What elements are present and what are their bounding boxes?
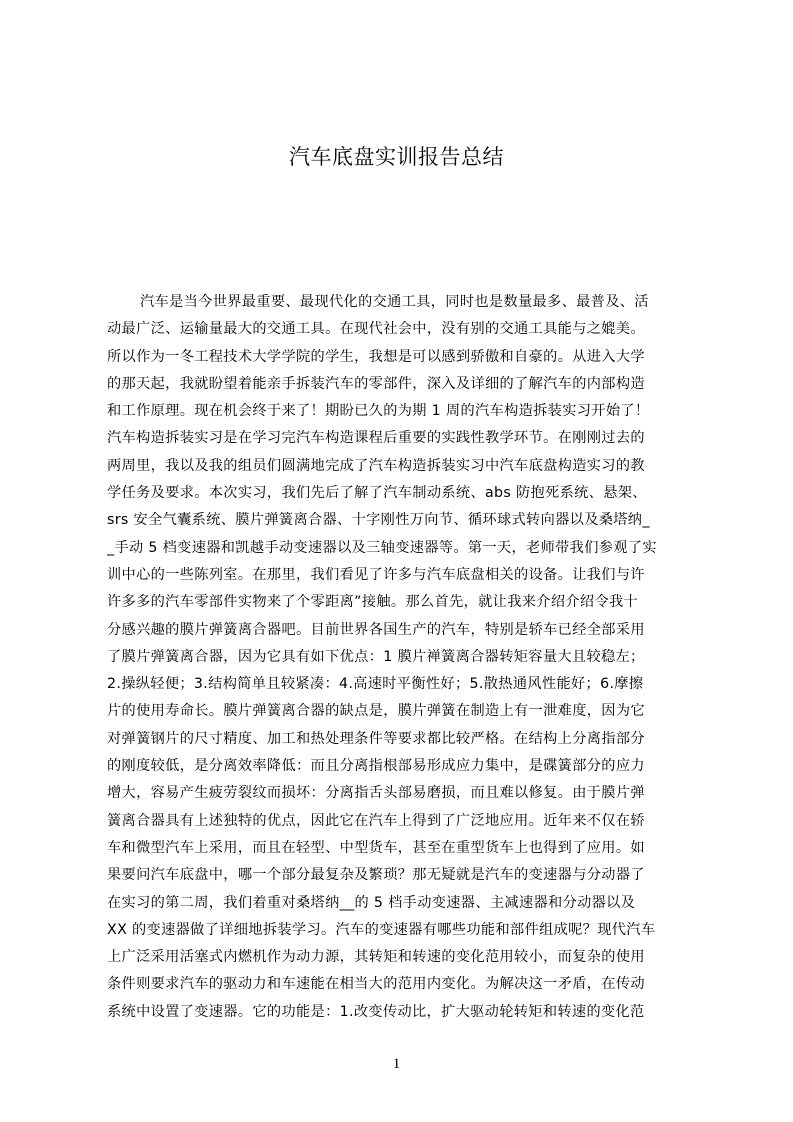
paragraph-line: 果要问汽车底盘中，哪一个部分最复杂及繁琐？那无疑就是汽车的变速器与分动器了 [107,867,645,884]
paragraph-line: 所以作为一冬工程技术大学学院的学生，我想是可以感到骄傲和自豪的。从进入大学 [107,348,645,365]
paragraph-line: 在实习的第二周，我们着重对桑塔纳__的 5 档手动变速器、主减速器和分动器以及 [107,894,636,911]
paragraph-line: 系统中设置了变速器。它的功能是：1.改变传动比，扩大驱动轮转矩和转速的变化范 [107,1003,645,1020]
paragraph-line: 两周里，我以及我的组员们圆满地完成了汽车构造拆装实习中汽车底盘构造实习的教 [107,457,645,474]
body-paragraph [107,289,699,1026]
paragraph-line: 对弹簧钢片的尺寸精度、加工和热处理条件等要求都比较严格。在结构上分离指部分 [107,730,645,747]
paragraph-line: 汽车是当今世界最重要、最现代化的交通工具，同时也是数量最多、最普及、活 [140,294,649,310]
paragraph-line: 车和微型汽车上采用，而且在轻型、中型货车，甚至在重型货车上也得到了应用。如 [107,839,645,856]
paragraph-line: 分感兴趣的膜片弹簧离合器吧。目前世界各国生产的汽车，特别是轿车已经全部采用 [107,621,645,638]
paragraph-line: XX 的变速器做了详细地拆装学习。汽车的变速器有哪些功能和部件组成呢？现代汽车 [107,921,656,938]
paragraph-line: 了膜片弹簧离合器，因为它具有如下优点：1 膜片禅簧离合器转矩容量大且较稳左； [107,648,645,665]
paragraph-line: 的那天起，我就盼望着能亲手拆装汽车的零部件，深入及详细的了解汽车的内部构造 [107,375,645,392]
paragraph-line: 动最广泛、运输量最大的交通工具。在现代社会中，没有别的交通工具能与之媲美。 [107,321,645,338]
paragraph-line: 条件则要求汽车的驱动力和车速能在相当大的范用内变化。为解决这一矛盾，在传动 [107,976,645,993]
page-number: 1 [392,1056,401,1072]
paragraph-line: 许多多的汽车零部件实物来了个零距离”接触。那么首先，就让我来介绍介绍令我十 [107,594,639,611]
paragraph-line: 2.操纵轻便；3.结构简单且较紧凑：4.高速时平衡性好；5.散热通风性能好；6.摩擦 [107,676,644,693]
paragraph-line: 和工作原理。现在机会终于来了！期盼已久的为期 1 周的汽车构造拆装实习开始了！ [107,403,650,420]
paragraph-line: 汽车构造拆装实习是在学习完汽车构造课程后重要的实践性教学环节。在刚刚过去的 [107,430,645,447]
document-title: 汽车底盘实训报告总结 [289,145,504,169]
paragraph-line: 增大，容易产生疲劳裂纹而损坏：分离指舌头部易磨损，而且难以修复。由于膜片弹 [107,785,645,802]
paragraph-line: srs 安全气囊系统、膜片弹簧离合器、十字刚性万向节、循环球式转向器以及桑塔纳_ [107,512,650,529]
paragraph-line: 训中心的一些陈列室。在那里，我们看见了许多与汽车底盘相关的设备。让我们与许 [107,566,645,583]
paragraph-line: _手动 5 档变速器和凯越手动变速器以及三轴变速器等。第一天，老师带我们参观了实 [107,539,657,556]
paragraph-line: 片的使用寿命长。膜片弹簧离合器的缺点是，膜片弹簧在制造上有一泄难度，因为它 [107,703,645,720]
paragraph-line: 上广泛采用活塞式内燃机作为动力源，其转矩和转速的变化范用较小，而复杂的使用 [107,949,645,966]
paragraph-line: 的刚度较低，是分离效率降低：而且分离指根部易形成应力集中，是碟簧部分的应力 [107,758,645,775]
paragraph-line: 学任务及要求。本次实习，我们先后了解了汽车制动系统、abs 防抱死系统、悬架、 [107,485,647,502]
paragraph-line: 簧离合器具有上述独特的优点，因此它在汽车上得到了广泛地应用。近年来不仅在轿 [107,812,645,829]
